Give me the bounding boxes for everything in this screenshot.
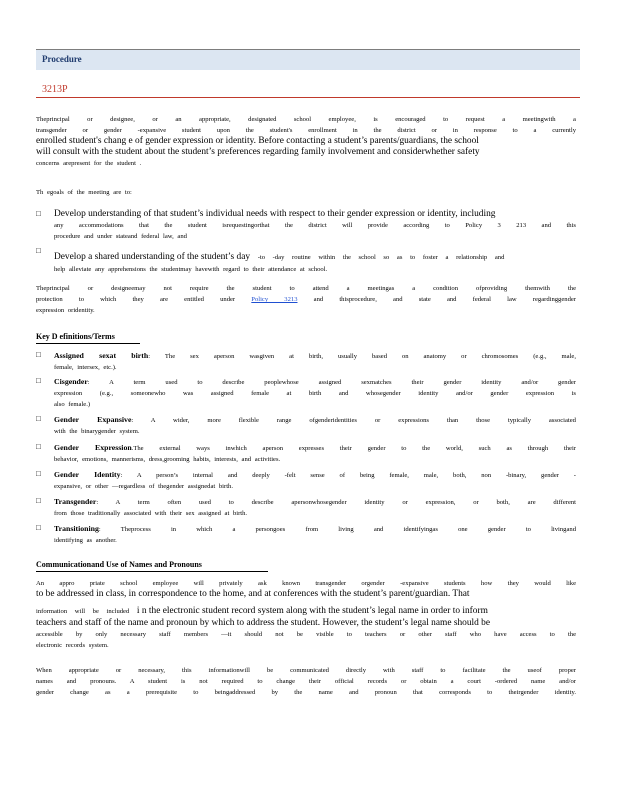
communication-text: i n the electronic student record system along with the student’s legal name in order to inform — [136, 606, 488, 616]
definition-item — [54, 350, 576, 373]
communication-line: accessible by only necessary staff members —it should not be visible to teachers or other staff who have access to the — [36, 631, 576, 638]
definition-text: : The sex aperson wasgiven at birth, usually based on anatomy or chromosomes (e.g., male, — [148, 353, 576, 360]
definition-term: Transitioning — [54, 524, 99, 533]
definition-line: expansive, or other —regardless of thegender assignedat birth. — [54, 483, 233, 490]
definition-line — [54, 376, 576, 388]
communication-line: An appro priate school employee will privately ask known transgender orgender -expansive students how they would like — [36, 580, 576, 587]
goal-item — [54, 209, 576, 242]
definition-item — [54, 376, 576, 410]
definition-line: female, intersex, etc.). — [54, 364, 117, 371]
definition-term: Assigned sexat birth — [54, 351, 149, 360]
definition-term: Transgender — [54, 497, 97, 506]
definition-item — [54, 469, 576, 492]
intro-line: Theprincipal or designee, or an appropriate, designated school employee, is encouraged to request a meetingwith a — [36, 116, 576, 123]
definition-text: : Theprocess in which a persongoes from living and identifyingas one gender to livingand — [98, 526, 576, 533]
communication-text: information will be included — [36, 608, 137, 615]
definition-line — [54, 523, 576, 535]
goal-text: Develop understanding of that student’s individual needs with respect to their gender expression or identity, including — [54, 209, 496, 219]
intro-line: will consult with the student about the student’s preferences regarding family involvement and considerwhether safety — [36, 147, 480, 157]
definitions-heading: Key D efinitions/Terms — [36, 332, 115, 341]
communication-line — [36, 600, 576, 618]
intro-line: transgender or gender -expansive student upon the student's enrollment in the district or in response to a currently — [36, 127, 576, 134]
procedure-code: 3213P — [42, 84, 68, 95]
definition-term: Gender Expression — [54, 443, 132, 452]
procedure-code-divider — [36, 97, 580, 98]
communication-paragraph — [36, 578, 576, 651]
definition-line: behavior, emotions, mannerisms, dress,grooming habits, interests, and activities. — [54, 456, 281, 463]
communication-line: gender change as a prerequisite to beingaddressed by the name and pronoun that corresponds to theirgender identity. — [36, 689, 576, 696]
communication-line: teachers and staff of the name and pronoun by which to address the student. However, the student’s legal name should be — [36, 618, 491, 628]
bullet-icon: □ — [36, 414, 41, 423]
definition-line — [54, 350, 576, 362]
definition-term: Gender Identity — [54, 470, 121, 479]
communication-line: names and pronouns. A student is not required to change their official records or obtain a court -ordered name and/or — [36, 678, 576, 685]
goal-text — [54, 246, 576, 264]
requirement-text: and thisprocedure, and state and federal law regardinggender — [297, 296, 576, 303]
goal-text-lead: Develop a shared understanding of the student’s day — [54, 252, 251, 262]
communication-line: to be addressed in class, in correspondence to the home, and at conferences with the student’s parent/guardian. That — [36, 589, 470, 599]
goal-text: help alleviate any apprehensions the studentmay havewith regard to their attendance at school. — [54, 266, 328, 273]
definition-line — [54, 496, 576, 508]
communication-line: When appropriate or necessary, this informationwill be communicated directly with staff to facilitate the useof proper — [36, 667, 576, 674]
definition-item — [54, 496, 576, 519]
goals-intro: Th egoals of the meeting are to: — [36, 189, 132, 196]
bullet-icon: □ — [36, 496, 41, 505]
bullet-icon: □ — [36, 376, 41, 385]
bullet-icon: □ — [36, 350, 41, 359]
communication-line: electronic records system. — [36, 642, 109, 649]
definition-line: from those traditionally associated with their sex assigned at birth. — [54, 510, 248, 517]
section-header-bar — [36, 49, 580, 70]
communication-heading: Communicationand Use of Names and Pronouns — [36, 560, 202, 569]
requirement-paragraph — [36, 283, 576, 316]
requirement-line: expression oridentity. — [36, 307, 95, 314]
requirement-text: protection to which they are entitled under — [36, 296, 252, 303]
definition-text: : A person’s internal and deeply -felt sense of being female, male, both, non -binary, gender - — [120, 472, 576, 479]
goal-text: procedure and under stateand federal law, and — [54, 233, 187, 240]
definition-line: expression (e.g., someonewho was assigned female at birth and whosegender identity and/or gender expression is — [54, 390, 576, 397]
definitions-heading-underline — [36, 343, 140, 344]
definition-line — [54, 414, 576, 426]
intro-line: enrolled student's chang e of gender expression or identity. Before contacting a student’s parents/guardians, the school — [36, 136, 479, 146]
intro-paragraph — [36, 114, 576, 169]
intro-line: concerns arepresent for the student . — [36, 160, 142, 167]
definition-line — [54, 442, 576, 454]
goal-text-tail: -to -day routine within the school so as to foster a relationship and — [250, 254, 505, 261]
goal-item — [54, 246, 576, 275]
requirement-line — [36, 294, 576, 305]
bullet-icon: □ — [36, 442, 41, 451]
communication-heading-underline — [36, 571, 268, 572]
bullet-icon: □ — [36, 246, 41, 255]
definition-item — [54, 442, 576, 465]
definition-line: with the binarygender system. — [54, 428, 140, 435]
definition-term: Gender Expansive — [54, 415, 132, 424]
policy-3213-link[interactable]: Policy 3213 — [251, 296, 298, 303]
goal-text: any accommodations that the student isrequestingorthat the district will provide according to Policy 3 213 and this — [54, 222, 576, 229]
requirement-line: Theprincipal or designeemay not require the student to attend a meetingas a condition ofproviding themwith the — [36, 285, 576, 292]
definition-line: identifying as another. — [54, 537, 117, 544]
bullet-icon: □ — [36, 209, 41, 218]
communication-paragraph-2 — [36, 665, 576, 698]
definition-item — [54, 523, 576, 546]
definition-text: : A term used to describe peoplewhose assigned sexmatches their gender identity and/or gender — [87, 379, 576, 386]
definition-text: : A wider, more flexible range ofgenderidentities or expressions than those typically associated — [131, 417, 576, 424]
definition-line: also female.) — [54, 401, 91, 408]
definition-term: Cisgender — [54, 377, 88, 386]
definition-text: .The external ways inwhich aperson expresses their gender to the world, such as through their — [131, 445, 576, 452]
definition-line — [54, 469, 576, 481]
definition-item — [54, 414, 576, 437]
bullet-icon: □ — [36, 469, 41, 478]
definition-text: : A term often used to describe apersonwhosegender identity or expression, or both, are different — [96, 499, 576, 506]
section-title: Procedure — [42, 54, 82, 64]
bullet-icon: □ — [36, 523, 41, 532]
